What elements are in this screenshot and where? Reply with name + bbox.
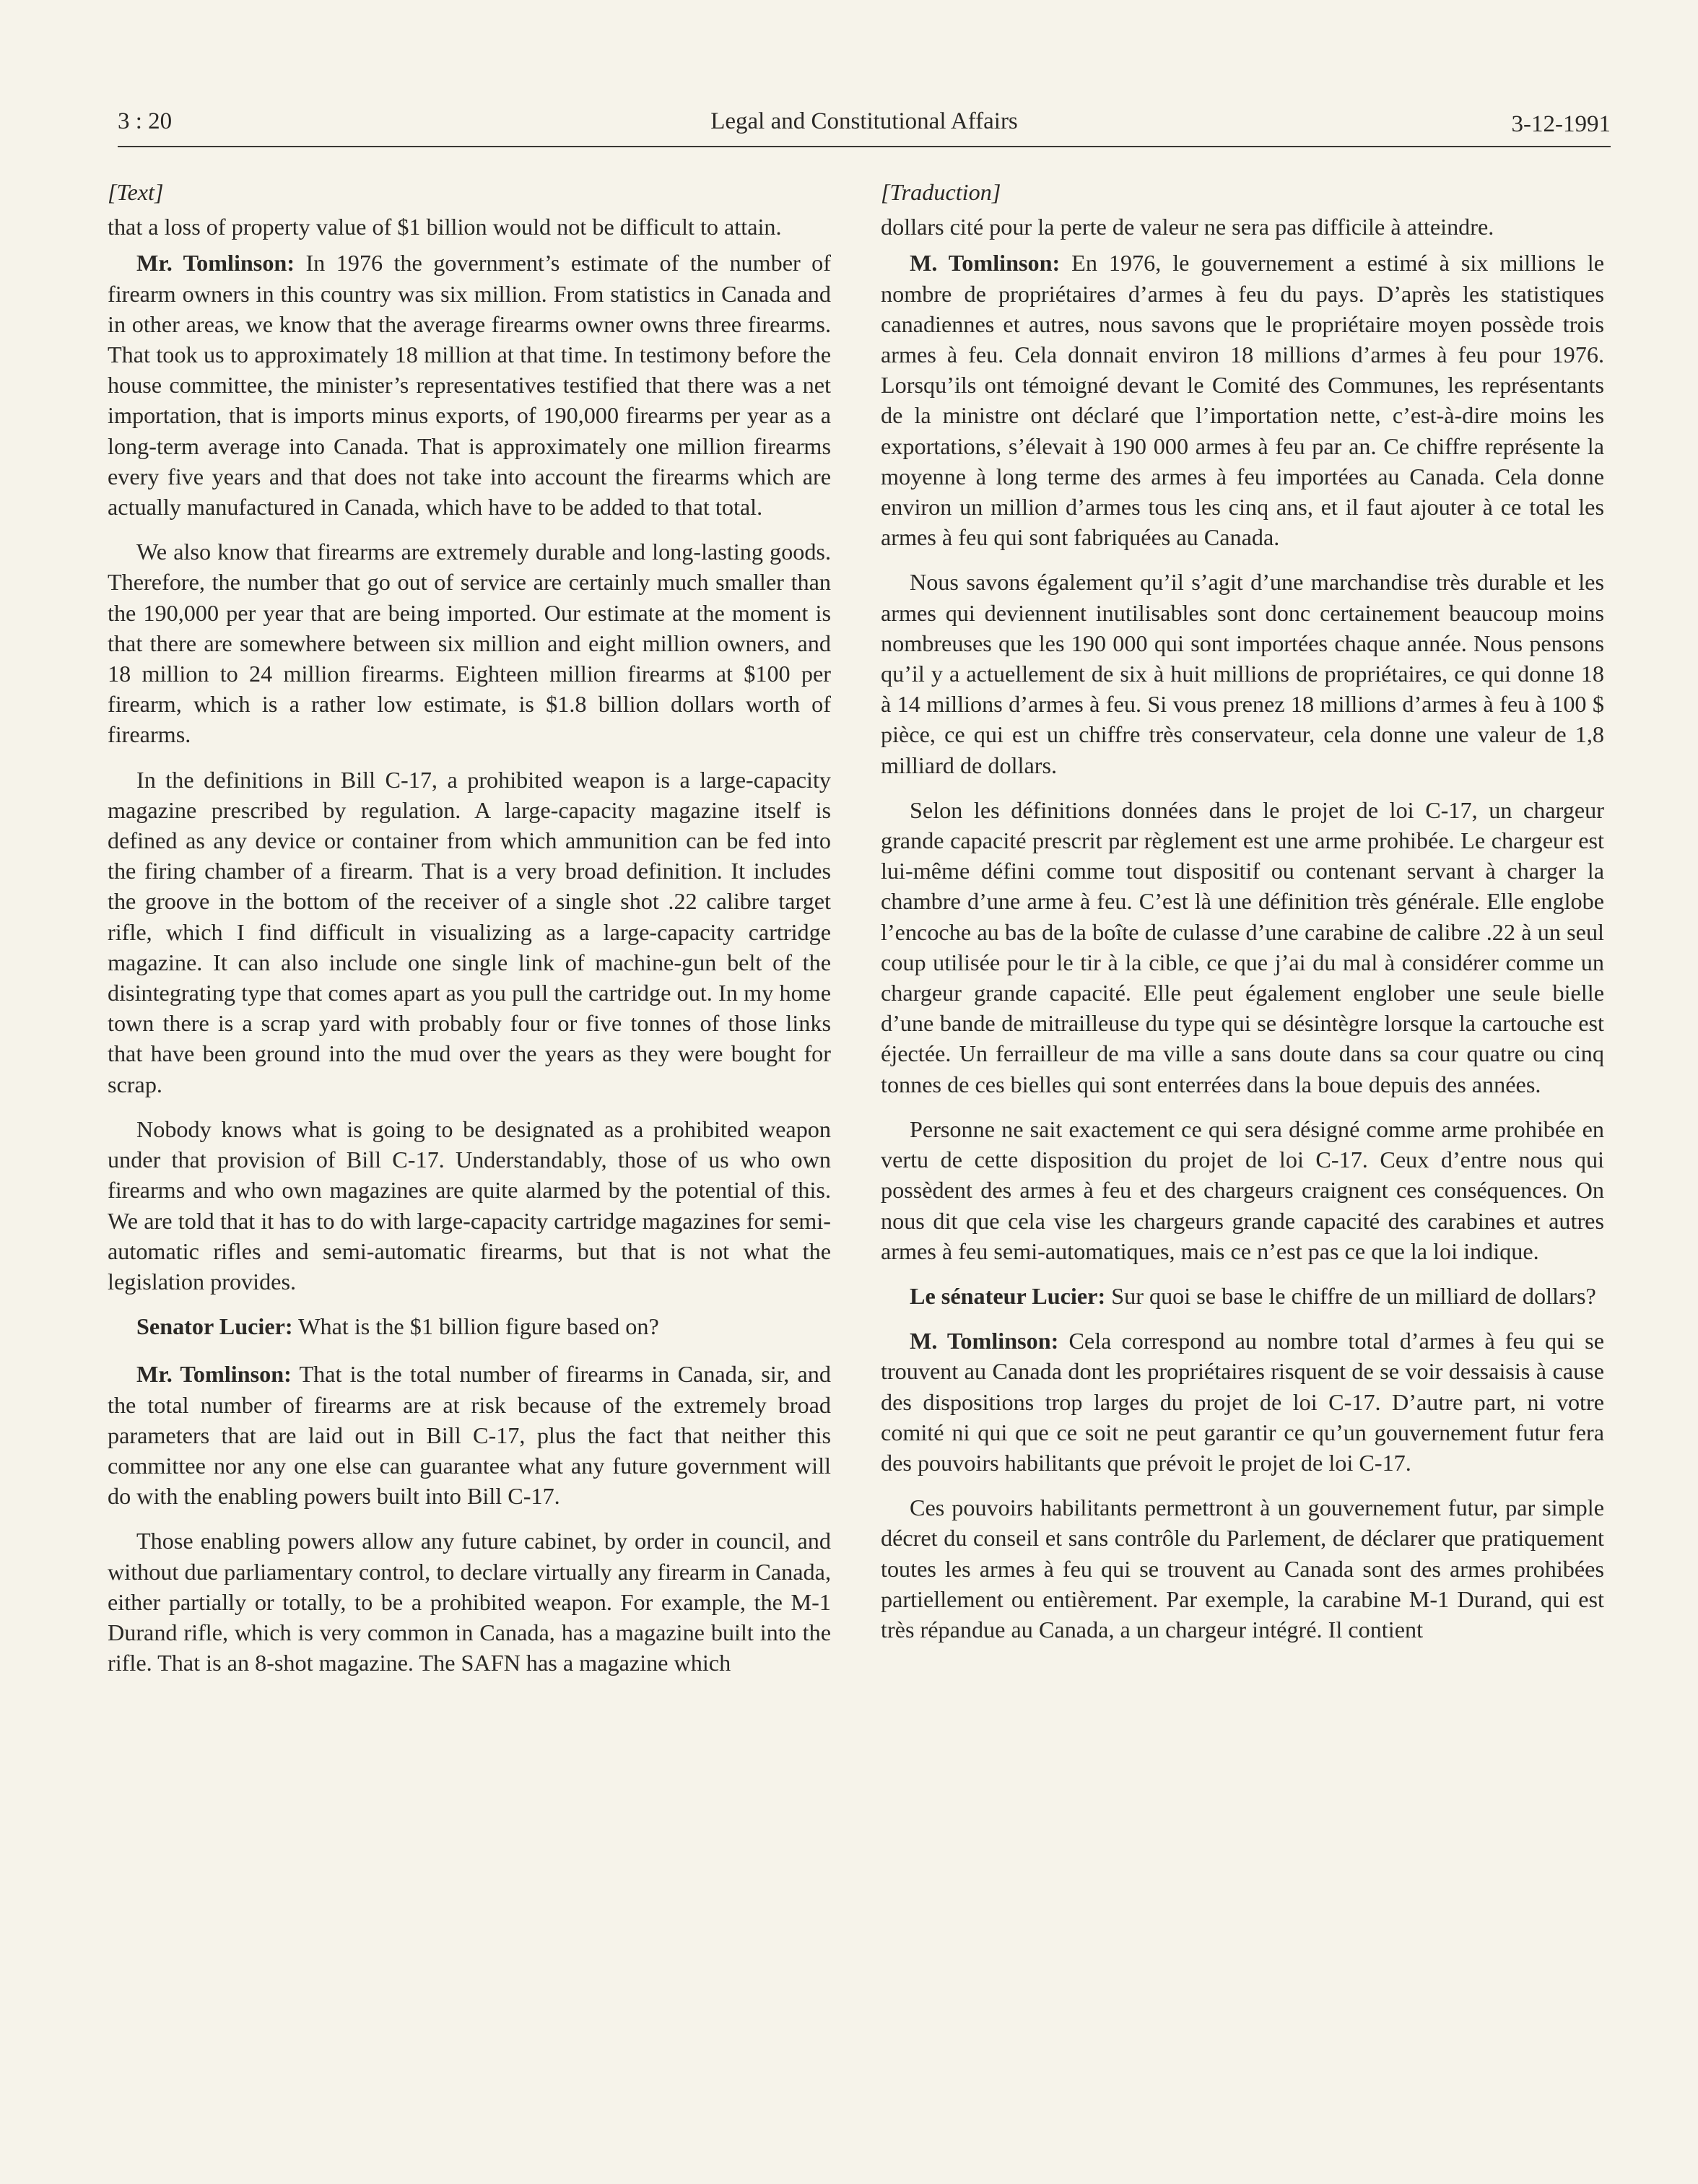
speech-text: En 1976, le gouvernement a estimé à six millions le nombre de propriétaires d’armes à feu du pays. D’après les statistiques canadiennes et autres, nous savons que le propriétaire moyen possède trois armes à feu. Cela donnait environ 18 millions d’armes à feu pour 1976. Lorsqu’ils ont témoigné devant le Comité des Communes, les représentants de la ministre ont déclaré que l’importation nette, c’est-à-dire moins les exportations, s’élevait à 190 000 armes à feu par an. Ce chiffre représente la moyenne à long terme des armes à feu importées au Canada. Cela donne environ un million d’armes tous les cinq ans, et il faut ajouter à ce total les armes à feu qui sont fabriquées au Canada. (881, 250, 1604, 551)
speaker-name: Senator Lucier: (136, 1313, 293, 1340)
speaker-paragraph (108, 1311, 831, 1341)
language-tag: [Traduction] (881, 179, 1001, 205)
english-column (108, 177, 831, 2159)
speaker-paragraph (881, 1326, 1604, 1478)
language-tag: [Text] (108, 179, 164, 205)
speaker-name: Mr. Tomlinson: (136, 250, 295, 277)
speech-text: That is the total number of firearms in Canada, sir, and the total number of firearms are at risk because of the extremely broad parameters that are laid out in Bill C-17, plus the fact that neither this committee nor any one else can guarantee what any future government will do with the enabling powers built into Bill C-17. (108, 1361, 831, 1510)
page-header (118, 108, 1611, 147)
speaker-name: M. Tomlinson: (910, 250, 1061, 277)
paragraph: that a loss of property value of $1 billion would not be difficult to attain. (108, 214, 782, 240)
paragraph: In the definitions in Bill C-17, a prohibited weapon is a large-capacity magazine prescribed by regulation. A large-capacity magazine itself is defined as any device or container from which ammunition can be fed into the firing chamber of a firearm. That is a very broad definition. It includes the groove in the bottom of the receiver of a single shot .22 calibre target rifle, which I find difficult in visualizing as a large-capacity cartridge magazine. It can also include one single link of machine-gun belt of the disintegrating type that comes apart as you pull the cartridge out. In my home town there is a scrap yard with probably four or five tonnes of those links that have been ground into the mud over the years as they were bought for scrap. (108, 766, 831, 1097)
speaker-name: M. Tomlinson: (910, 1328, 1059, 1354)
issue-date: 3-12-1991 (1511, 111, 1611, 137)
paragraph: We also know that firearms are extremely durable and long-lasting goods. Therefore, the number that go out of service are certainly much smaller than the 190,000 per year that are being imported. Our estimate at the moment is that there are somewhere between six million and eight million owners, and 18 million to 24 million firearms. Eighteen million firearms at $100 per firearm, which is a rather low estimate, is $1.8 billion dollars worth of firearms. (108, 539, 831, 748)
paragraph: Ces pouvoirs habilitants permettront à un gouvernement futur, par simple décret du conseil et sans contrôle du Parlement, de déclarer que pratiquement toutes les armes à feu qui se trouvent au Canada sont des armes prohibées partiellement ou entièrement. Par exemple, la carabine M-1 Durand, qui est très répandue au Canada, a un chargeur intégré. Il contient (881, 1495, 1604, 1643)
speaker-paragraph (108, 1359, 831, 1511)
paragraph: dollars cité pour la perte de valeur ne sera pas difficile à atteindre. (881, 214, 1494, 240)
speech-text: Cela correspond au nombre total d’armes à feu qui se trouvent au Canada dont les propriétaires risquent de se voir dessaisis à cause des dispositions trop larges du projet de loi C-17. D’autre part, ni votre comité ni qui que ce soit ne peut garantir ce qu’un gouvernement futur fera des pouvoirs habilitants que prévoit le projet de loi C-17. (881, 1328, 1604, 1476)
speaker-name: Le sénateur Lucier: (910, 1282, 1106, 1309)
paragraph: Selon les définitions données dans le projet de loi C-17, un chargeur grande capacité prescrit par règlement est une arme prohibée. Le chargeur est lui-même défini comme tout dispositif ou contenant servant à charger la chambre d’une arme à feu. C’est là une définition très générale. Elle englobe l’encoche au bas de la boîte de culasse d’une carabine de calibre .22 à un seul coup utilisée pour le tir à la cible, ce que j’ai du mal à considérer comme un chargeur grande capacité. Elle peut également englober une seule bielle d’une bande de mitrailleuse du type qui se désintègre lorsque la cartouche est éjectée. Un ferrailleur de ma ville a sans doute dans sa cour quatre ou cinq tonnes de ces bielles qui sont enterrées dans la boue depuis des années. (881, 796, 1604, 1097)
french-column (881, 177, 1604, 2159)
speaker-name: Mr. Tomlinson: (136, 1361, 292, 1388)
publication-title: Legal and Constitutional Affairs (710, 108, 1018, 134)
paragraph: Personne ne sait exactement ce qui sera désigné comme arme prohibée en vertu de cette disposition du projet de loi C-17. Ceux d’entre nous qui possèdent des armes à feu et des chargeurs craignent ces conséquences. On nous dit que cela vise les chargeurs grande capacité des carabines et autres armes à feu semi-automatiques, mais ce n’est pas ce que la loi indique. (881, 1115, 1604, 1264)
paragraph: Nous savons également qu’il s’agit d’une marchandise très durable et les armes qui deviennent inutilisables sont donc certainement beaucoup moins nombreuses que les 190 000 qui sont importées chaque année. Nous pensons qu’il y a actuellement de six à huit millions de propriétaires, ce qui donne 18 à 14 millions d’armes à feu. Si vous prenez 18 millions d’armes à feu à 100 $ pièce, ce qui est un chiffre très conservateur, cela donne une valeur de 1,8 milliard de dollars. (881, 569, 1604, 778)
speaker-paragraph (108, 248, 831, 522)
speaker-paragraph (881, 1281, 1604, 1311)
speaker-paragraph (881, 248, 1604, 552)
speech-text: What is the $1 billion figure based on? (292, 1313, 659, 1340)
page-number: 3 : 20 (118, 108, 173, 134)
paragraph: Nobody knows what is going to be designated as a prohibited weapon under that provision of Bill C-17. Understandably, those of us who own firearms and who own magazines are quite alarmed by the potential of this. We are told that it has to do with large-capacity cartridge magazines for semi-automatic rifles and semi-automatic firearms, but that is not what the legislation provides. (108, 1115, 831, 1295)
speech-text: In 1976 the government’s estimate of the number of firearm owners in this country was six million. From statistics in Canada and in other areas, we know that the average firearms owner owns three firearms. That took us to approximately 18 million at that time. In testimony before the house committee, the minister’s representatives testified that there was a net importation, that is imports minus exports, of 190,000 firearms per year as a long-term average into Canada. That is approximately one million firearms every five years and that does not take into account the firearms which are actually manufactured in Canada, which have to be added to that total. (108, 250, 831, 521)
paragraph: Those enabling powers allow any future cabinet, by order in council, and without due parliamentary control, to declare virtually any firearm in Canada, either partially or totally, to be a prohibited weapon. For example, the M-1 Durand rifle, which is very common in Canada, has a magazine built into the rifle. That is an 8-shot magazine. The SAFN has a magazine which (108, 1528, 831, 1676)
speech-text: Sur quoi se base le chiffre de un milliard de dollars? (1105, 1282, 1596, 1309)
